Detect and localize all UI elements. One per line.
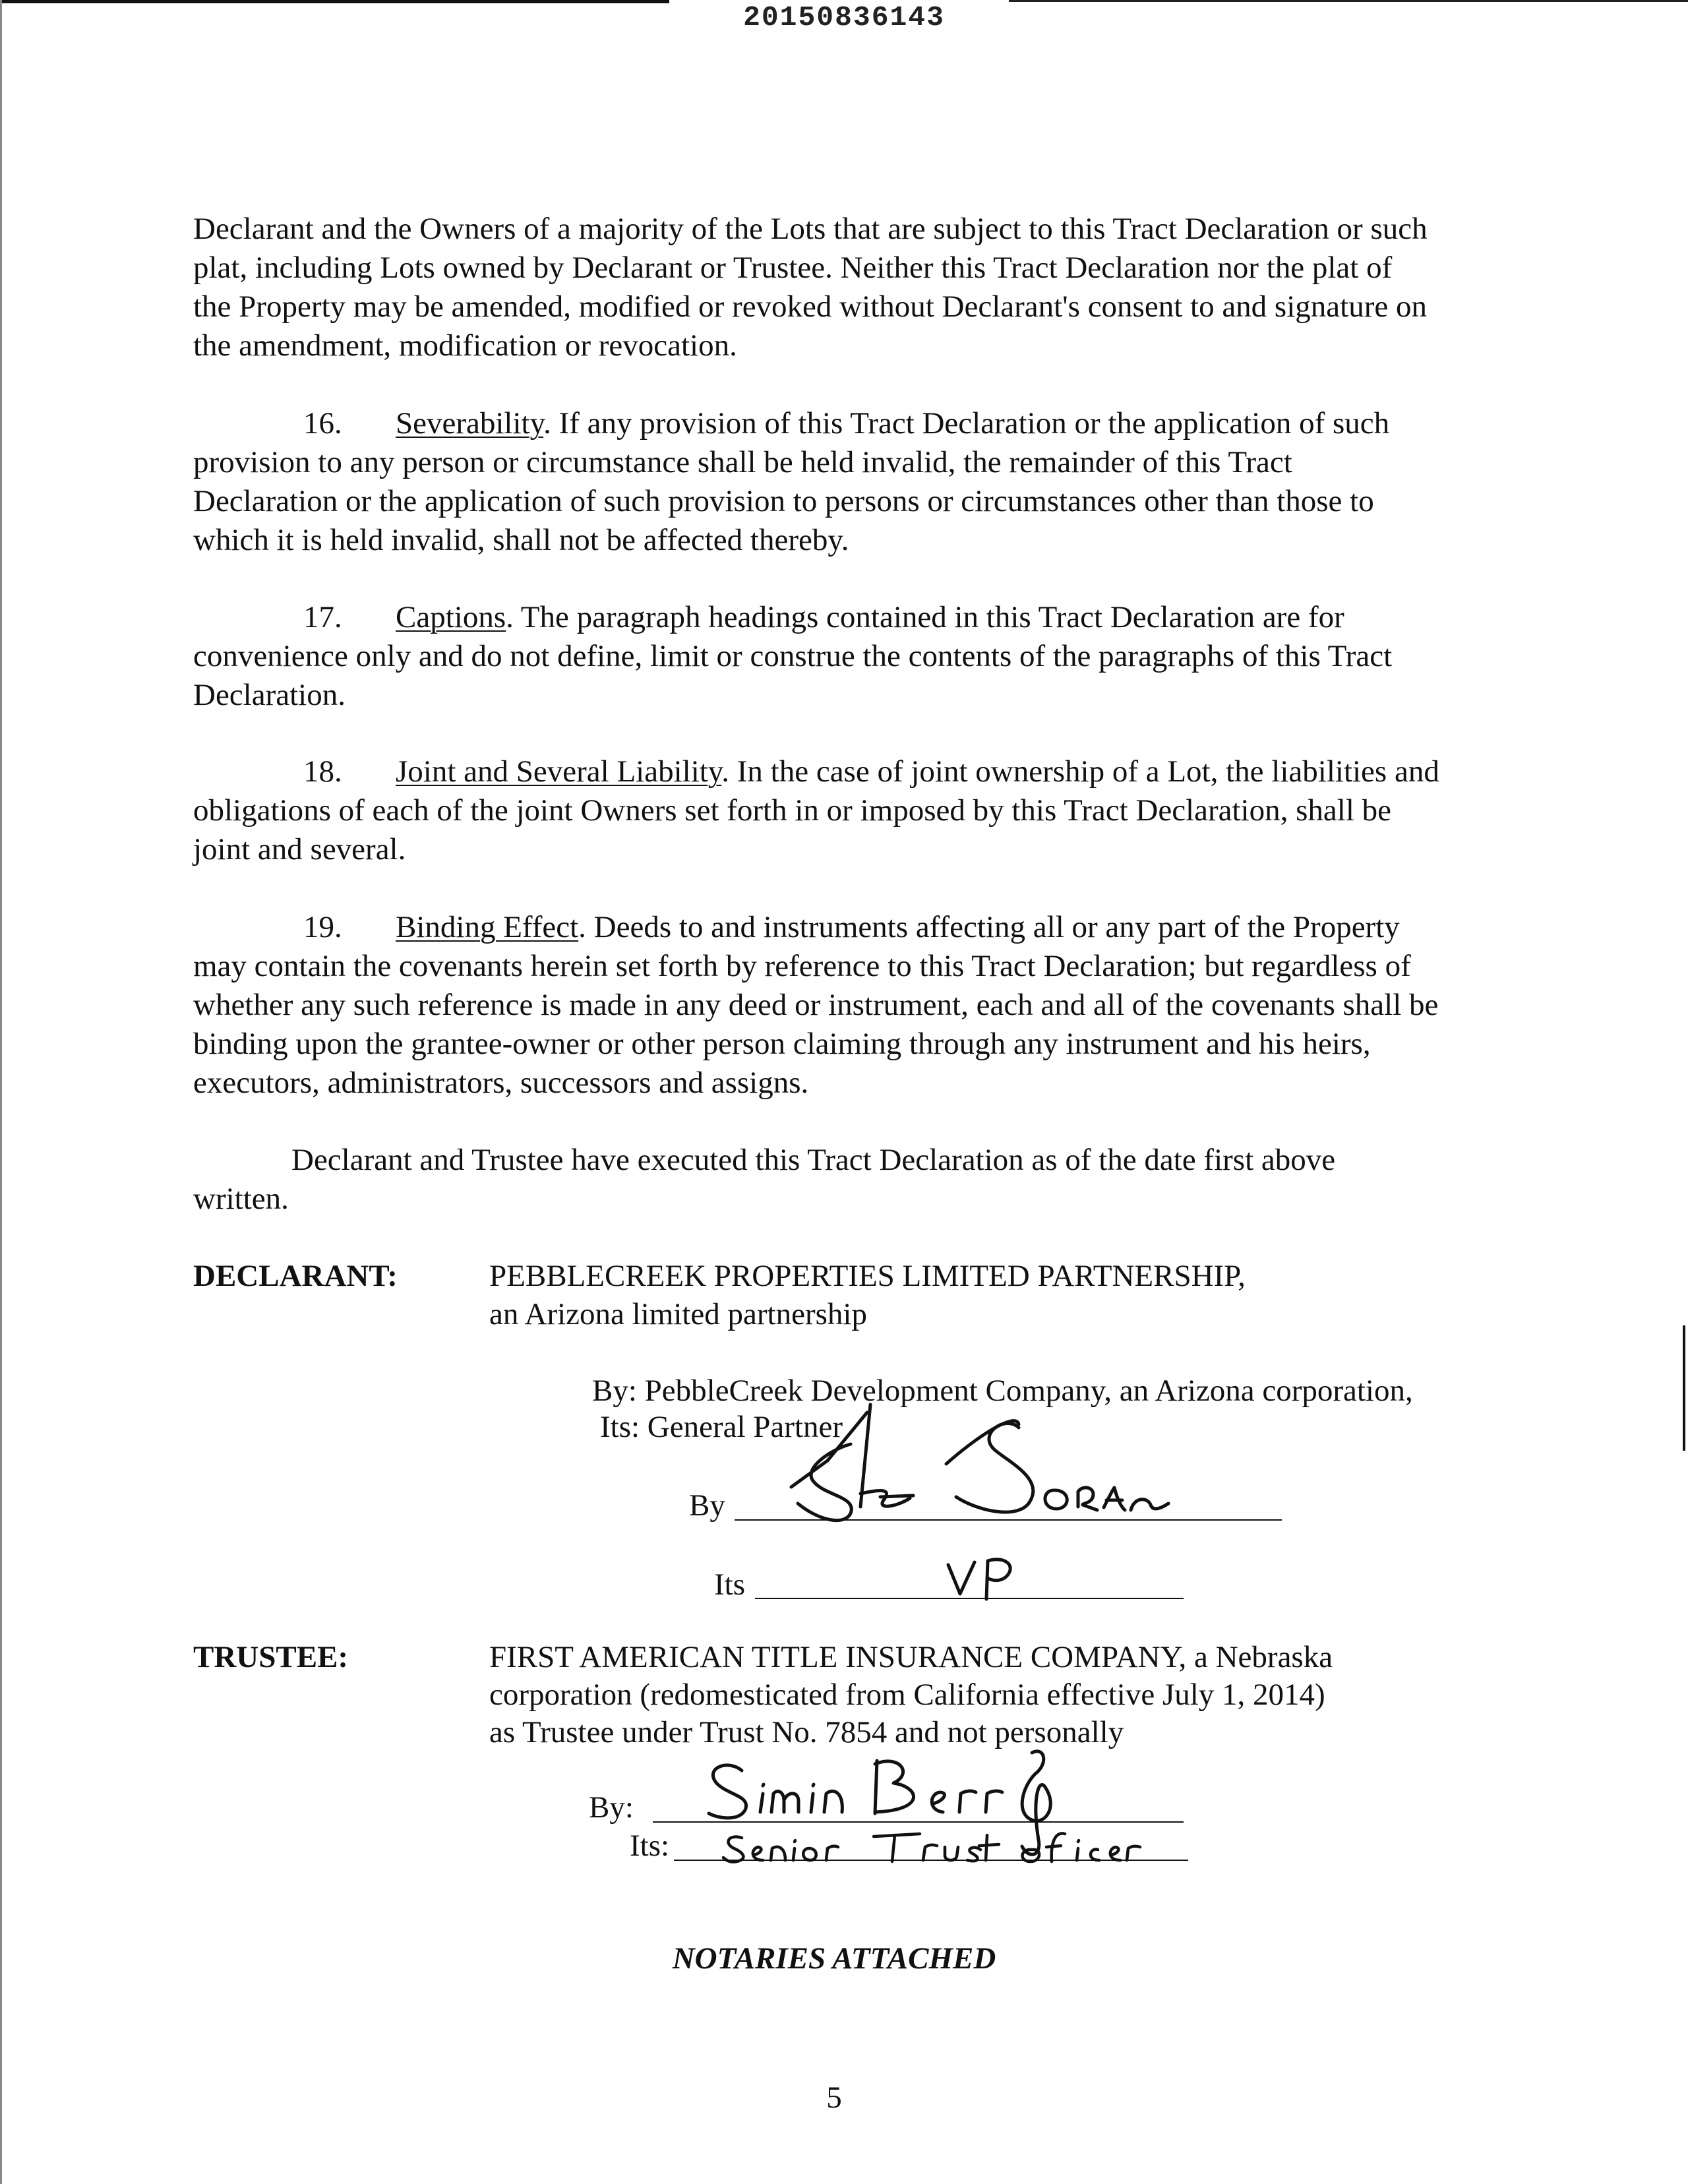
text-line: provision to any person or circumstance shall be held invalid, the remainder of this Tract [193, 445, 1292, 479]
text-line: which it is held invalid, shall not be affected thereby. [193, 523, 849, 557]
section-heading: Binding Effect [396, 910, 579, 944]
paragraph-executed [193, 1141, 1483, 1219]
text-line: whether any such reference is made in any deed or instrument, each and all of the covenants shall be [193, 988, 1439, 1022]
paragraph-intro [193, 210, 1483, 365]
trustee-its-label: Its: [630, 1829, 670, 1863]
text-line: convenience only and do not define, limit or construe the contents of the paragraphs of this Tract [193, 639, 1393, 673]
declarant-its-general: Its: General Partner [600, 1410, 843, 1444]
section-number: 19. [303, 910, 342, 944]
text-line: . The paragraph headings contained in this Tract Declaration are for [506, 600, 1344, 634]
page-number: 5 [826, 2080, 842, 2115]
section-number: 17. [303, 600, 342, 634]
declarant-its-label: Its [714, 1567, 745, 1602]
section-heading: Joint and Several Liability [396, 754, 722, 789]
trustee-line3: as Trustee under Trust No. 7854 and not personally [489, 1715, 1124, 1749]
text-line: . Deeds to and instruments affecting all or any part of the Property [578, 910, 1400, 944]
text-line: Declaration. [193, 678, 346, 712]
trustee-its-handwriting [722, 1830, 1197, 1866]
text-line: obligations of each of the joint Owners set forth in or imposed by this Tract Declaration, shall be [193, 793, 1391, 828]
scan-edge-left [0, 0, 2, 2184]
trustee-by-label: By: [589, 1790, 634, 1825]
text-line: . If any provision of this Tract Declaration or the application of such [543, 406, 1390, 440]
declarant-by-company: By: PebbleCreek Development Company, an Arizona corporation, [592, 1374, 1413, 1408]
section-heading: Severability [396, 406, 544, 440]
notaries-attached: NOTARIES ATTACHED [672, 1941, 996, 1976]
trustee-label: TRUSTEE: [193, 1640, 349, 1674]
text-line: joint and several. [193, 832, 406, 866]
text-line: the amendment, modification or revocation. [193, 328, 737, 363]
text-line: executors, administrators, successors and assigns. [193, 1066, 809, 1100]
scan-edge-right [1683, 1325, 1685, 1451]
text-line: may contain the covenants herein set forth by reference to this Tract Declaration; but regardless of [193, 949, 1411, 983]
declarant-label: DECLARANT: [193, 1259, 398, 1293]
trustee-line1: FIRST AMERICAN TITLE INSURANCE COMPANY, a Nebraska [489, 1640, 1333, 1674]
declarant-desc: an Arizona limited partnership [489, 1297, 867, 1331]
section-number: 18. [303, 754, 342, 789]
text-line: the Property may be amended, modified or revoked without Declarant's consent to and signature on [193, 289, 1427, 324]
section-19 [193, 908, 1483, 1103]
declarant-its-handwriting [943, 1553, 1029, 1602]
trustee-line2: corporation (redomesticated from California effective July 1, 2014) [489, 1678, 1325, 1712]
declarant-by-label: By [689, 1488, 725, 1523]
section-16 [193, 404, 1483, 560]
text-line: plat, including Lots owned by Declarant or Trustee. Neither this Tract Declaration nor the plat of [193, 251, 1393, 285]
section-number: 16. [303, 406, 342, 440]
declarant-signature [778, 1398, 1207, 1523]
section-17 [193, 598, 1483, 715]
text-line: Declarant and the Owners of a majority of the Lots that are subject to this Tract Declaration or such [193, 212, 1428, 246]
text-line: . In the case of joint ownership of a Lot, the liabilities and [721, 754, 1439, 789]
text-line: binding upon the grantee-owner or other person claiming through any instrument and his heirs, [193, 1027, 1371, 1061]
section-heading: Captions [396, 600, 506, 634]
text-line: Declaration or the application of such provision to persons or circumstances other than those to [193, 484, 1374, 518]
declarant-name: PEBBLECREEK PROPERTIES LIMITED PARTNERSHIP, [489, 1259, 1246, 1293]
text-line: Declarant and Trustee have executed this Tract Declaration as of the date first above [291, 1143, 1336, 1177]
section-18 [193, 752, 1483, 869]
recording-number: 20150836143 [743, 1, 945, 34]
text-line: written. [193, 1182, 289, 1216]
